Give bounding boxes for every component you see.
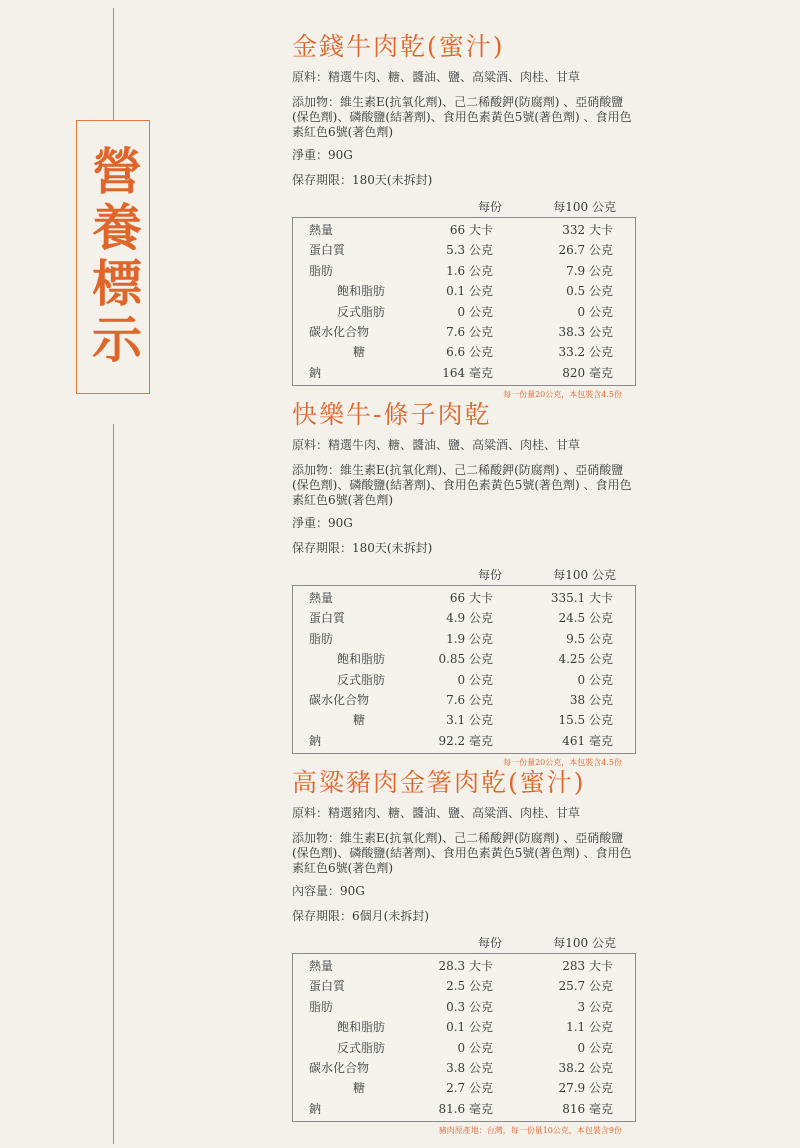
nutrient-label: 反式脂肪: [337, 304, 386, 319]
nutrition-row: [293, 363, 635, 383]
per-100g-value: 25.7 公克: [558, 979, 613, 994]
per-serving-value: 66 大卡: [449, 591, 493, 605]
per-serving-value: 0 公克: [457, 1040, 493, 1055]
serving-footnote: 每一份量20公克，本包裝含4.5份: [503, 390, 622, 400]
nutrition-row: [293, 322, 635, 342]
nutrient-label: 熱量: [309, 959, 334, 973]
per-serving-value: 0.1 公克: [446, 284, 493, 299]
nutrition-row: [293, 608, 635, 628]
nutrient-label: 碳水化合物: [309, 324, 370, 339]
nutrition-row: [293, 1058, 635, 1078]
per-serving-value: 1.9 公克: [446, 631, 493, 646]
nutrient-label: 鈉: [309, 733, 322, 748]
per-serving-value: 92.2 毫克: [438, 733, 493, 748]
serving-footnote: 豬肉原產地：台灣，每一份量10公克，本包裝含9份: [438, 1126, 622, 1136]
ingredients-text: 原料：精選豬肉、糖、醬油、鹽、高粱酒、肉桂、甘草: [292, 806, 581, 820]
nutrition-row: [293, 1017, 635, 1037]
decorative-line-bottom: [113, 424, 114, 1144]
side-title-box: [76, 120, 150, 394]
nutrition-row: [293, 649, 635, 669]
nutrient-label: 糖: [353, 345, 366, 360]
nutrition-row: [293, 731, 635, 751]
product-section: [292, 32, 636, 400]
per-serving-value: 5.3 公克: [446, 243, 493, 258]
nutrition-table: [292, 217, 636, 386]
per-100g-value: 24.5 公克: [558, 611, 613, 626]
nutrient-label: 反式脂肪: [337, 672, 386, 687]
per-serving-value: 3.1 公克: [446, 713, 493, 728]
nutrition-row: [293, 302, 635, 322]
column-headers: [292, 566, 636, 582]
per-100g-value: 4.25 公克: [558, 652, 613, 667]
net-weight: 淨重：90G: [292, 516, 353, 530]
nutrient-label: 脂肪: [309, 263, 334, 278]
additives-text: 添加物：維生素E(抗氧化劑)、己二稀酸鉀(防腐劑) 、亞硝酸鹽(保色劑)、磷酸鹽(結著劑)、食用色素黃色5號(著色劑) 、食用色素紅色6號(著色劑): [292, 831, 632, 875]
nutrition-row: [293, 220, 635, 240]
ingredients-text: 原料：精選牛肉、糖、醬油、鹽、高粱酒、肉桂、甘草: [292, 70, 581, 84]
per-serving-value: 0 公克: [457, 672, 493, 687]
per-serving-value: 2.7 公克: [446, 1081, 493, 1096]
per-100g-value: 820 毫克: [562, 365, 613, 380]
product-title: 金錢牛肉乾(蜜汁): [292, 32, 505, 61]
nutrient-label: 飽和脂肪: [337, 1020, 386, 1035]
shelf-life: 保存期限：180天(未拆封): [292, 541, 433, 555]
column-headers: [292, 198, 636, 214]
per-100g-value: 15.5 公克: [558, 713, 613, 728]
per-serving-value: 7.6 公克: [446, 692, 493, 707]
per-100g-value: 38.2 公克: [558, 1060, 613, 1075]
per-serving-value: 66 大卡: [449, 223, 493, 237]
per-serving-value: 3.8 公克: [446, 1060, 493, 1075]
nutrition-row: [293, 956, 635, 976]
nutrition-row: [293, 997, 635, 1017]
per-serving-value: 6.6 公克: [446, 345, 493, 360]
per-serving-value: 28.3 大卡: [438, 959, 493, 973]
nutrient-label: 反式脂肪: [337, 1040, 386, 1055]
per-100g-header: 每100 公克: [553, 936, 616, 950]
per-100g-value: 0 公克: [577, 304, 613, 319]
side-title: 營養標示: [84, 145, 143, 369]
per-100g-value: 3 公克: [577, 999, 613, 1014]
per-100g-value: 7.9 公克: [566, 263, 613, 278]
per-100g-value: 33.2 公克: [558, 345, 613, 360]
serving-footnote: 每一份量20公克，本包裝含4.5份: [503, 758, 622, 768]
nutrition-row: [293, 240, 635, 260]
nutrient-label: 蛋白質: [309, 243, 346, 258]
per-100g-value: 27.9 公克: [558, 1081, 613, 1096]
per-serving-header: 每份: [477, 936, 502, 950]
nutrition-row: [293, 281, 635, 301]
nutrient-label: 飽和脂肪: [337, 284, 386, 299]
nutrition-table: [292, 953, 636, 1122]
shelf-life: 保存期限：6個月(未拆封): [292, 909, 429, 923]
column-headers: [292, 934, 636, 950]
nutrient-label: 糖: [353, 1081, 366, 1096]
nutrition-row: [293, 629, 635, 649]
per-100g-value: 26.7 公克: [558, 243, 613, 258]
nutrition-row: [293, 976, 635, 996]
per-serving-value: 2.5 公克: [446, 979, 493, 994]
per-100g-value: 335.1 大卡: [550, 591, 613, 605]
per-serving-value: 0.85 公克: [438, 652, 493, 667]
nutrient-label: 蛋白質: [309, 979, 346, 994]
nutrient-label: 熱量: [309, 223, 334, 237]
nutrient-label: 糖: [353, 713, 366, 728]
nutrient-label: 熱量: [309, 591, 334, 605]
nutrition-row: [293, 1099, 635, 1119]
nutrition-row: [293, 342, 635, 362]
per-100g-value: 38 公克: [569, 692, 613, 707]
net-weight: 淨重：90G: [292, 148, 353, 162]
nutrition-row: [293, 1078, 635, 1098]
per-serving-value: 164 毫克: [442, 365, 493, 380]
nutrition-row: [293, 690, 635, 710]
nutrient-label: 碳水化合物: [309, 692, 370, 707]
nutrient-label: 蛋白質: [309, 611, 346, 626]
per-serving-value: 0 公克: [457, 304, 493, 319]
per-100g-value: 38.3 公克: [558, 324, 613, 339]
net-weight: 內容量：90G: [292, 884, 365, 898]
nutrition-row: [293, 710, 635, 730]
per-100g-value: 0 公克: [577, 672, 613, 687]
nutrition-row: [293, 670, 635, 690]
per-serving-header: 每份: [477, 568, 502, 582]
per-100g-value: 816 毫克: [562, 1101, 613, 1116]
decorative-line-top: [113, 8, 114, 120]
nutrient-label: 脂肪: [309, 999, 334, 1014]
ingredients-text: 原料：精選牛肉、糖、醬油、鹽、高粱酒、肉桂、甘草: [292, 438, 581, 452]
per-serving-value: 1.6 公克: [446, 263, 493, 278]
per-100g-value: 1.1 公克: [566, 1020, 613, 1035]
per-serving-value: 7.6 公克: [446, 324, 493, 339]
per-serving-value: 4.9 公克: [446, 611, 493, 626]
additives-text: 添加物：維生素E(抗氧化劑)、己二稀酸鉀(防腐劑) 、亞硝酸鹽(保色劑)、磷酸鹽(結著劑)、食用色素黃色5號(著色劑) 、食用色素紅色6號(著色劑): [292, 95, 632, 139]
product-title: 高粱豬肉金箸肉乾(蜜汁): [292, 768, 586, 797]
nutrient-label: 脂肪: [309, 631, 334, 646]
nutrition-row: [293, 261, 635, 281]
nutrient-label: 碳水化合物: [309, 1060, 370, 1075]
nutrition-row: [293, 1038, 635, 1058]
per-100g-value: 9.5 公克: [566, 631, 613, 646]
nutrient-label: 飽和脂肪: [337, 652, 386, 667]
per-100g-value: 283 大卡: [562, 959, 613, 973]
nutrient-label: 鈉: [309, 1101, 322, 1116]
shelf-life: 保存期限：180天(未拆封): [292, 173, 433, 187]
per-serving-header: 每份: [477, 200, 502, 214]
per-serving-value: 0.3 公克: [446, 999, 493, 1014]
product-section: [292, 768, 636, 1136]
per-serving-value: 81.6 毫克: [438, 1101, 493, 1116]
per-100g-header: 每100 公克: [553, 200, 616, 214]
product-title: 快樂牛-條子肉乾: [292, 400, 492, 429]
nutrition-row: [293, 588, 635, 608]
per-100g-value: 0.5 公克: [566, 284, 613, 299]
per-100g-header: 每100 公克: [553, 568, 616, 582]
nutrient-label: 鈉: [309, 365, 322, 380]
additives-text: 添加物：維生素E(抗氧化劑)、己二稀酸鉀(防腐劑) 、亞硝酸鹽(保色劑)、磷酸鹽(結著劑)、食用色素黃色5號(著色劑) 、食用色素紅色6號(著色劑): [292, 463, 632, 507]
per-100g-value: 461 毫克: [562, 733, 613, 748]
per-100g-value: 0 公克: [577, 1040, 613, 1055]
nutrition-table: [292, 585, 636, 754]
per-serving-value: 0.1 公克: [446, 1020, 493, 1035]
product-section: [292, 400, 636, 768]
per-100g-value: 332 大卡: [562, 223, 613, 237]
